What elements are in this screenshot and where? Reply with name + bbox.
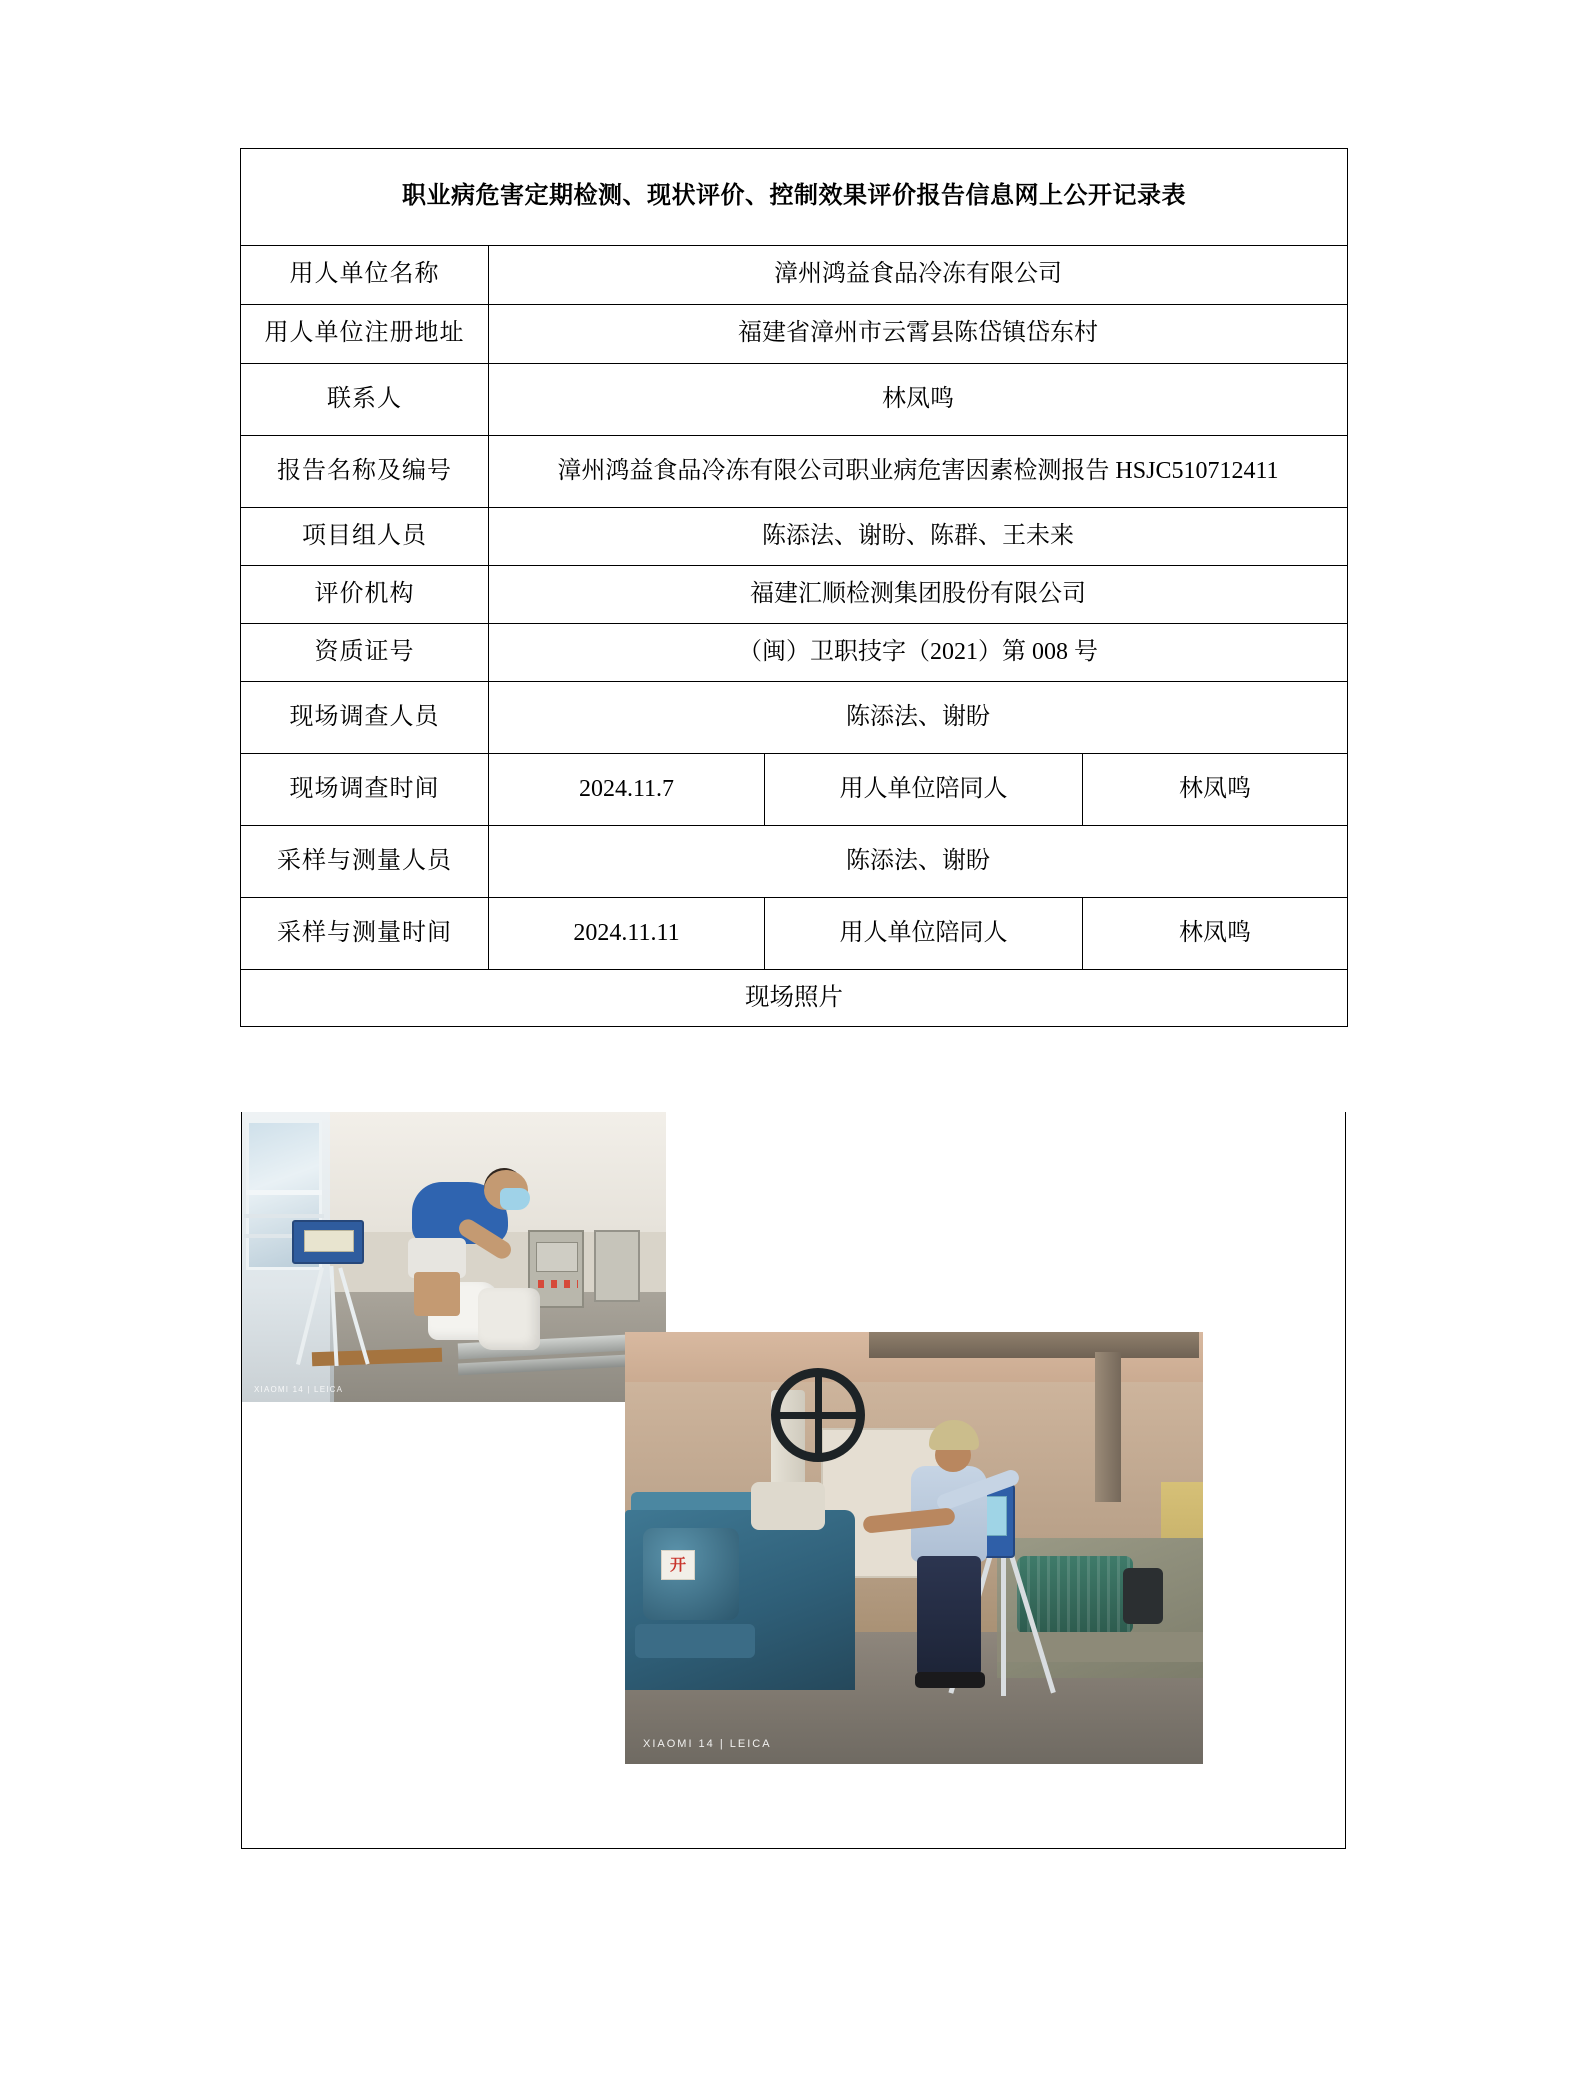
row-label-company-name: 用人单位名称 [241,246,489,305]
photo1-tripod [294,1258,372,1368]
photo2-inspector-pants [917,1556,981,1676]
photo2-vertical-pipe [1095,1352,1121,1502]
table-row [241,508,1348,566]
row-label-qualification-number: 资质证号 [241,624,489,682]
row-label-sampling-staff: 采样与测量人员 [241,826,489,898]
row-label-sampling-time: 采样与测量时间 [241,898,489,970]
photo1-device-display [304,1230,354,1252]
table-row [241,826,1348,898]
photo1-cabinet-buttons [538,1280,578,1288]
row-label-site-survey-time: 现场调查时间 [241,754,489,826]
photo2-watermark: XIAOMI 14 | LEICA [643,1738,772,1750]
row-label-report-name-number: 报告名称及编号 [241,436,489,508]
photo1-worker [400,1160,530,1310]
photo2-compressor-flange [635,1624,755,1658]
table-row-title [241,149,1348,246]
table-row [241,624,1348,682]
row-label-evaluation-agency: 评价机构 [241,566,489,624]
photos-container [241,1112,1346,1849]
photo1-worker-face-mask [500,1188,530,1210]
row-value-site-survey-time: 2024.11.7 [489,754,765,826]
photo1-worker-legs [414,1272,460,1316]
row-value-registered-address: 福建省漳州市云霄县陈岱镇岱东村 [489,305,1348,364]
site-photo-sampling-bags [242,1112,666,1402]
row-value-site-survey-staff: 陈添法、谢盼 [489,682,1348,754]
row-value-company-name: 漳州鸿益食品冷冻有限公司 [489,246,1348,305]
photo2-pulley [1123,1568,1163,1624]
row-value-evaluation-agency: 福建汇顺检测集团股份有限公司 [489,566,1348,624]
disclosure-record-table [240,148,1348,1027]
photo1-sampling-device [292,1220,364,1264]
table-row [241,898,1348,970]
row-value-contact-person: 林凤鸣 [489,364,1348,436]
row-value-report-name-number: 漳州鸿益食品冷冻有限公司职业病危害因素检测报告 HSJC510712411 [489,436,1348,508]
page-title: 职业病危害定期检测、现状评价、控制效果评价报告信息网上公开记录表 [241,149,1348,246]
site-photo-compressor-room [625,1332,1203,1764]
row-label-survey-accompany: 用人单位陪同人 [765,754,1083,826]
table-row [241,682,1348,754]
photos-section-label: 现场照片 [241,970,1348,1027]
photo1-cabinet-panel [536,1242,578,1272]
photo2-valve-body [751,1482,825,1530]
photo2-handwheel-spoke-horizontal [773,1412,863,1419]
table-row [241,364,1348,436]
table-row [241,246,1348,305]
table-row [241,754,1348,826]
row-value-sampling-accompany: 林凤鸣 [1083,898,1348,970]
photo2-inspector-shoes [915,1672,985,1688]
row-label-sampling-accompany: 用人单位陪同人 [765,898,1083,970]
photo1-watermark: XIAOMI 14 | LEICA [254,1385,344,1394]
row-value-project-team: 陈添法、谢盼、陈群、王未来 [489,508,1348,566]
row-label-site-survey-staff: 现场调查人员 [241,682,489,754]
photo1-window-mullion [246,1190,322,1195]
row-label-contact-person: 联系人 [241,364,489,436]
table-row [241,436,1348,508]
row-value-sampling-staff: 陈添法、谢盼 [489,826,1348,898]
photo2-valve-open-tag: 开 [661,1550,695,1580]
photo2-inspector-hat [929,1420,979,1450]
table-row [241,305,1348,364]
row-label-registered-address: 用人单位注册地址 [241,305,489,364]
photo2-inspector [877,1420,1007,1710]
row-label-project-team: 项目组人员 [241,508,489,566]
photo1-second-cabinet [594,1230,640,1302]
row-value-sampling-time: 2024.11.11 [489,898,765,970]
table-row [241,566,1348,624]
table-row-photos-label [241,970,1348,1027]
row-value-qualification-number: （闽）卫职技字（2021）第 008 号 [489,624,1348,682]
photo2-overhead-pipe [869,1332,1199,1358]
row-value-survey-accompany: 林凤鸣 [1083,754,1348,826]
